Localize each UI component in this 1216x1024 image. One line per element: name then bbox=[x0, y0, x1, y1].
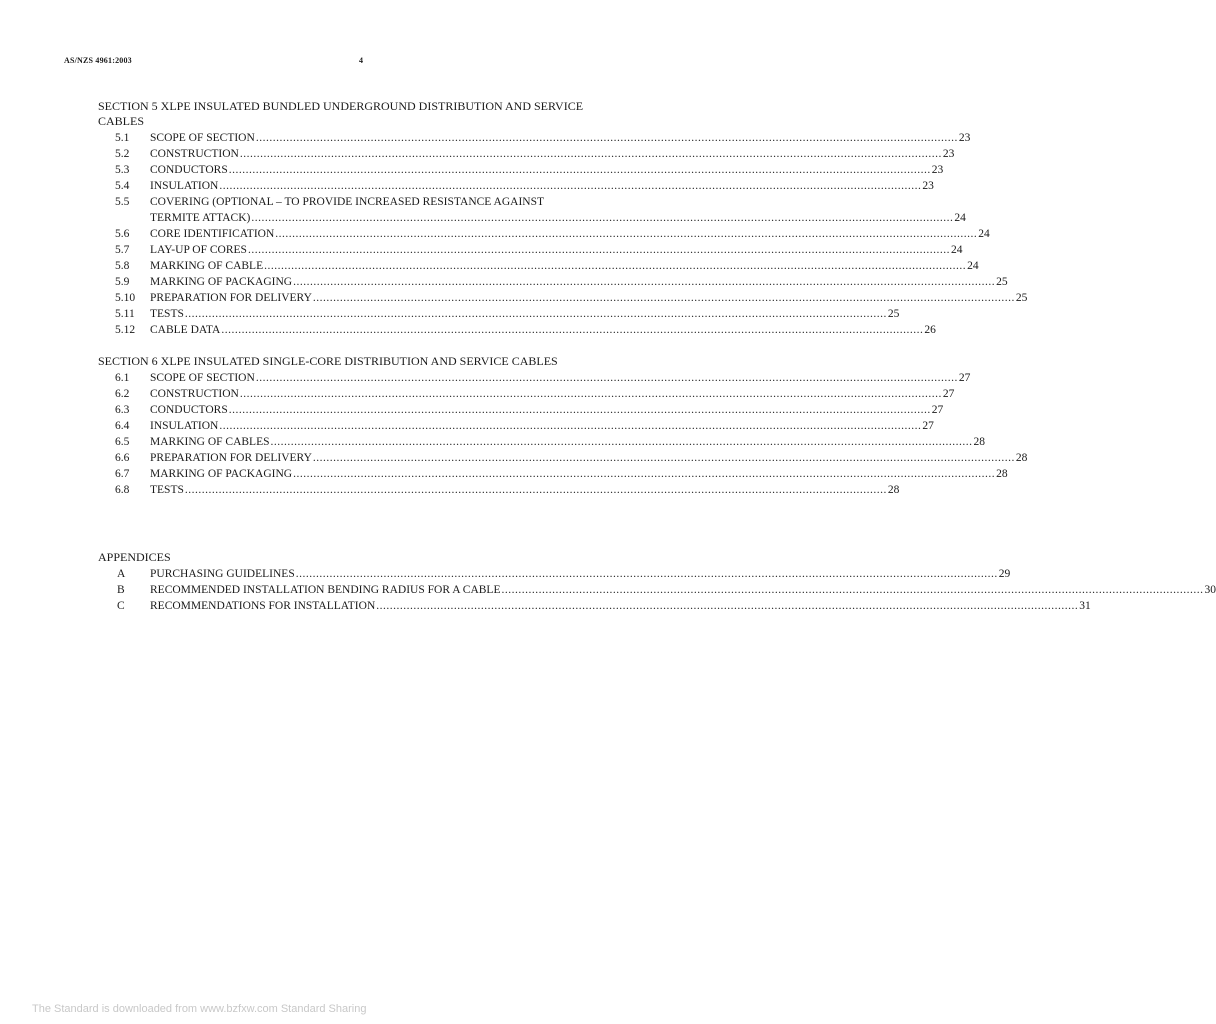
toc-entry-title: INSULATION bbox=[150, 180, 219, 192]
toc-entry-page: 31 bbox=[1079, 600, 1091, 612]
toc-entry-number: 5.6 bbox=[115, 228, 130, 240]
page-header bbox=[0, 56, 724, 70]
dot-leader bbox=[264, 258, 966, 274]
toc-entry-body bbox=[150, 566, 1010, 582]
toc-entry-number: 6.2 bbox=[115, 388, 130, 400]
dot-leader bbox=[293, 466, 995, 482]
toc-entry-number: 6.4 bbox=[115, 420, 130, 432]
toc-entry[interactable] bbox=[98, 146, 955, 162]
dot-leader bbox=[296, 566, 998, 582]
toc-entry-body bbox=[150, 582, 1216, 598]
toc-entry[interactable] bbox=[98, 434, 985, 450]
dot-leader bbox=[221, 322, 923, 338]
toc-entry-page: 25 bbox=[996, 276, 1008, 288]
toc-entry-body bbox=[150, 418, 934, 434]
toc-entry[interactable] bbox=[98, 450, 1028, 466]
toc-entry-number: 5.10 bbox=[115, 292, 136, 304]
toc-entry-number: 5.9 bbox=[115, 276, 130, 288]
toc-entry-line bbox=[150, 566, 1010, 582]
toc-entry-line bbox=[150, 162, 943, 178]
toc-entry-number: 5.8 bbox=[115, 260, 130, 272]
toc-entry[interactable] bbox=[98, 386, 955, 402]
dot-leader bbox=[376, 598, 1078, 614]
dot-leader bbox=[275, 226, 977, 242]
toc-entry[interactable] bbox=[98, 178, 934, 194]
toc-entry-body bbox=[150, 226, 990, 242]
toc-entry-title: COVERING (OPTIONAL – TO PROVIDE INCREASED RESISTANCE AGAINST bbox=[150, 196, 545, 208]
toc-entry[interactable] bbox=[98, 306, 900, 322]
toc-entry-page: 25 bbox=[887, 308, 900, 320]
toc-entry-line bbox=[150, 258, 979, 274]
section-heading[interactable]: SECTION 6 XLPE INSULATED SINGLE-CORE DISTRIBUTION AND SERVICE CABLES bbox=[98, 354, 558, 368]
dot-leader bbox=[313, 290, 1015, 306]
toc-entry-number: 5.7 bbox=[115, 244, 130, 256]
toc-entry-line bbox=[150, 146, 954, 162]
dot-leader bbox=[240, 386, 942, 402]
dot-leader bbox=[185, 482, 887, 498]
toc-entry[interactable] bbox=[98, 290, 1028, 306]
toc-entry-line bbox=[150, 130, 970, 146]
toc-entry-title: SCOPE OF SECTION bbox=[150, 132, 255, 144]
toc-entry-line bbox=[150, 274, 1008, 290]
toc-entry-line bbox=[150, 386, 954, 402]
toc-entry-body bbox=[150, 274, 1008, 290]
toc-entry-number: B bbox=[117, 584, 125, 596]
toc-entry-line bbox=[150, 598, 1091, 614]
toc-entry-body bbox=[150, 290, 1027, 306]
toc-entry-number: 6.6 bbox=[115, 452, 130, 464]
toc-entry-line bbox=[150, 402, 943, 418]
dot-leader bbox=[313, 450, 1015, 466]
toc-entry-line bbox=[150, 306, 899, 322]
toc-entry-page: 30 bbox=[1204, 584, 1216, 596]
toc-entry-page: 23 bbox=[922, 180, 934, 192]
toc-section bbox=[98, 99, 1028, 338]
toc-entry-page: 25 bbox=[1015, 292, 1028, 304]
toc-entry-title: CONDUCTORS bbox=[150, 404, 228, 416]
toc-entry-line bbox=[150, 194, 966, 210]
page-number: 4 bbox=[359, 56, 364, 65]
toc-entry-title: CONSTRUCTION bbox=[150, 148, 239, 160]
toc-entry-line bbox=[150, 482, 899, 498]
toc-entry-number: C bbox=[117, 600, 125, 612]
dot-leader bbox=[229, 162, 931, 178]
appendices-list bbox=[98, 550, 1216, 614]
toc-entry[interactable] bbox=[98, 258, 979, 274]
toc-entry[interactable] bbox=[98, 466, 1008, 482]
appendices-heading[interactable]: APPENDICES bbox=[98, 550, 171, 564]
toc-entry-line bbox=[150, 226, 990, 242]
toc-entry[interactable] bbox=[98, 274, 1008, 290]
toc-entry-body bbox=[150, 194, 966, 226]
standard-number: AS/NZS 4961:2003 bbox=[64, 56, 132, 65]
toc-entry-number: 5.3 bbox=[115, 164, 130, 176]
dot-leader bbox=[256, 370, 958, 386]
toc-entry-page: 28 bbox=[973, 436, 985, 448]
dot-leader bbox=[251, 210, 953, 226]
dot-leader bbox=[501, 582, 1203, 598]
toc-entry-title: CORE IDENTIFICATION bbox=[150, 228, 275, 240]
toc-entry-title: MARKING OF CABLES bbox=[150, 436, 270, 448]
toc-entry-title: CONSTRUCTION bbox=[150, 388, 239, 400]
dot-leader bbox=[185, 306, 887, 322]
toc-entry[interactable] bbox=[98, 226, 990, 242]
toc-entry-body bbox=[150, 162, 943, 178]
dot-leader bbox=[256, 130, 958, 146]
toc-entry-page: 24 bbox=[978, 228, 990, 240]
toc-entry-title: RECOMMENDED INSTALLATION BENDING RADIUS FOR A CABLE bbox=[150, 584, 501, 596]
toc-entry-page: 28 bbox=[1015, 452, 1028, 464]
toc-entry-title: TESTS bbox=[150, 484, 184, 496]
toc-entry[interactable] bbox=[98, 566, 1011, 582]
toc-entry-title: PREPARATION FOR DELIVERY bbox=[150, 292, 312, 304]
toc-entry-body bbox=[150, 386, 954, 402]
toc-entry-line bbox=[150, 178, 934, 194]
toc-entry-title: PURCHASING GUIDELINES bbox=[150, 568, 295, 580]
toc-entry[interactable] bbox=[98, 582, 1216, 598]
toc-entry[interactable] bbox=[98, 402, 944, 418]
toc-entry-page: 23 bbox=[942, 148, 955, 160]
toc-entry-body bbox=[150, 258, 979, 274]
toc-entry-body bbox=[150, 178, 934, 194]
toc-entry-title: CABLE DATA bbox=[150, 324, 221, 336]
toc-entry-body bbox=[150, 130, 970, 146]
toc-entry-page: 29 bbox=[998, 568, 1011, 580]
toc-entry-title: CONDUCTORS bbox=[150, 164, 228, 176]
toc-entry-line bbox=[150, 290, 1027, 306]
toc-entry-line bbox=[150, 242, 962, 258]
toc-entry-page: 24 bbox=[950, 244, 963, 256]
toc-entry[interactable] bbox=[98, 598, 1091, 614]
toc-entry-number: 5.1 bbox=[115, 132, 130, 144]
toc-entry-page: 27 bbox=[958, 372, 971, 384]
toc-entry-number: 5.2 bbox=[115, 148, 130, 160]
toc-entry-number: 5.5 bbox=[115, 196, 130, 208]
toc-entry-line bbox=[150, 370, 970, 386]
toc-entry-line bbox=[150, 322, 936, 338]
toc-entry-body bbox=[150, 370, 970, 386]
toc-entry-page: 27 bbox=[931, 404, 944, 416]
toc-entry-line bbox=[150, 582, 1216, 598]
toc-entry-number: 5.12 bbox=[115, 324, 136, 336]
dot-leader bbox=[293, 274, 995, 290]
toc-entry[interactable] bbox=[98, 418, 934, 434]
toc-entry-title: INSULATION bbox=[150, 420, 219, 432]
toc-entry-line bbox=[150, 434, 985, 450]
table-of-contents bbox=[98, 99, 1216, 614]
toc-entry[interactable] bbox=[98, 242, 963, 258]
toc-entry-body bbox=[150, 434, 985, 450]
toc-entry-title: MARKING OF CABLE bbox=[150, 260, 264, 272]
toc-entry[interactable] bbox=[98, 194, 966, 226]
toc-entry-number: 5.11 bbox=[115, 308, 135, 320]
spacer bbox=[98, 514, 626, 550]
toc-entry-number: 6.5 bbox=[115, 436, 130, 448]
toc-entry-title: PREPARATION FOR DELIVERY bbox=[150, 452, 312, 464]
toc-entry-number: 6.3 bbox=[115, 404, 130, 416]
toc-entry-number: 6.7 bbox=[115, 468, 130, 480]
toc-entry-body bbox=[150, 242, 962, 258]
toc-entry-page: 27 bbox=[922, 420, 934, 432]
toc-entry[interactable] bbox=[98, 370, 971, 386]
watermark: The Standard is downloaded from www.bzfxw.com Standard Sharing bbox=[32, 1003, 367, 1015]
toc-entry-page: 28 bbox=[887, 484, 900, 496]
toc-entry-title: MARKING OF PACKAGING bbox=[150, 468, 293, 480]
toc-entry-body bbox=[150, 450, 1027, 466]
toc-entry-page: 28 bbox=[996, 468, 1008, 480]
toc-entry-line bbox=[150, 466, 1008, 482]
toc-entry-body bbox=[150, 402, 943, 418]
toc-entry-page: 24 bbox=[967, 260, 979, 272]
toc-entry[interactable] bbox=[98, 130, 971, 146]
toc-entry-title: RECOMMENDATIONS FOR INSTALLATION bbox=[150, 600, 376, 612]
dot-leader bbox=[229, 402, 931, 418]
toc-entry[interactable] bbox=[98, 482, 900, 498]
toc-entry-title: SCOPE OF SECTION bbox=[150, 372, 255, 384]
toc-entry[interactable] bbox=[98, 322, 936, 338]
dot-leader bbox=[271, 434, 973, 450]
toc-entry-page: 23 bbox=[931, 164, 944, 176]
dot-leader bbox=[219, 178, 921, 194]
toc-entry-body bbox=[150, 598, 1091, 614]
toc-entry-page: 23 bbox=[958, 132, 971, 144]
toc-entry-page: 27 bbox=[942, 388, 955, 400]
toc-entry-number: A bbox=[117, 568, 126, 580]
toc-entry-line bbox=[150, 418, 934, 434]
toc-entry-body bbox=[150, 466, 1008, 482]
toc-entry-line bbox=[150, 210, 966, 226]
toc-entry-title: TERMITE ATTACK) bbox=[150, 212, 251, 224]
toc-entry-title: TESTS bbox=[150, 308, 184, 320]
toc-entry-title: MARKING OF PACKAGING bbox=[150, 276, 293, 288]
toc-entry-number: 5.4 bbox=[115, 180, 130, 192]
toc-entry-title: LAY-UP OF CORES bbox=[150, 244, 247, 256]
toc-entry-body bbox=[150, 146, 954, 162]
toc-entry[interactable] bbox=[98, 162, 944, 178]
toc-entry-page: 26 bbox=[924, 324, 936, 336]
dot-leader bbox=[248, 242, 950, 258]
toc-entry-body bbox=[150, 306, 899, 322]
toc-section bbox=[98, 354, 1028, 498]
section-heading[interactable]: SECTION 5 XLPE INSULATED BUNDLED UNDERGROUND DISTRIBUTION AND SERVICE CABLES bbox=[98, 99, 584, 128]
dot-leader bbox=[219, 418, 921, 434]
dot-leader bbox=[240, 146, 942, 162]
toc-entry-page: 24 bbox=[954, 212, 966, 224]
toc-entry-number: 6.8 bbox=[115, 484, 130, 496]
toc-entry-line bbox=[150, 450, 1027, 466]
toc-entry-number: 6.1 bbox=[115, 372, 130, 384]
toc-entry-body bbox=[150, 482, 899, 498]
toc-entry-body bbox=[150, 322, 936, 338]
